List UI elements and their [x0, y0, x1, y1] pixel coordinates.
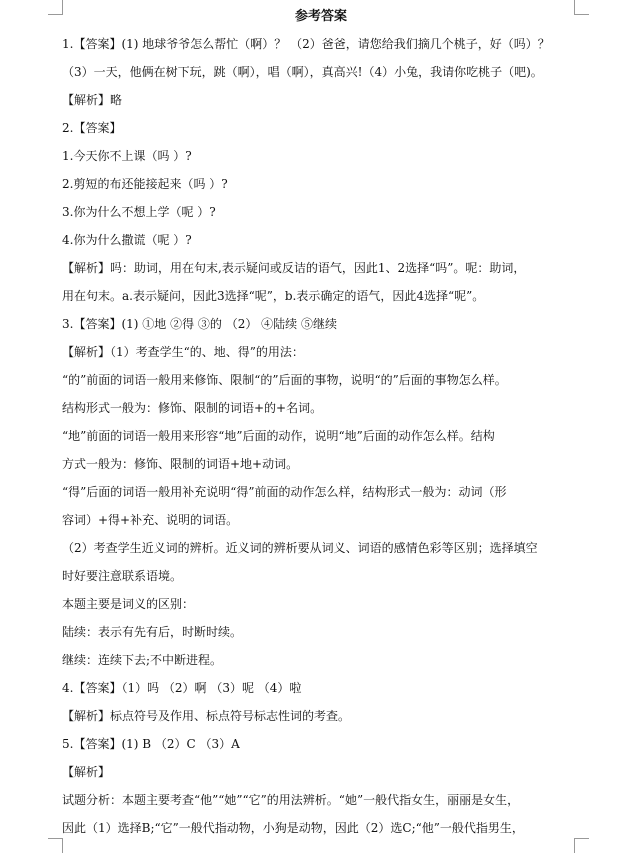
text-line: 1.今天你不上课（吗 ）? — [62, 149, 192, 163]
text-line: （3）一天，他俩在树下玩，跳（啊），唱（啊），真高兴!（4）小兔，我请你吃桃子（吧)。 — [62, 65, 543, 79]
text-line: 1.【答案】(1) 地球爷爷怎么帮忙（啊）？ （2）爸爸，请您给我们摘几个桃子，好（吗）？ — [62, 37, 550, 51]
text-line: 3.【答案】(1) ①地 ②得 ③的 （2） ④陆续 ⑤继续 — [62, 317, 337, 331]
text-line: 容词）+得+补充、说明的词语。 — [62, 513, 239, 527]
text-line: 本题主要是词义的区别： — [62, 597, 195, 611]
text-line: 方式一般为：修饰、限制的词语+地+动词。 — [62, 457, 299, 471]
text-line: 结构形式一般为：修饰、限制的词语+的+名词。 — [62, 401, 323, 415]
document-title: 参考答案 — [294, 9, 347, 24]
text-line: “地”前面的词语一般用来形容“地”后面的动作，说明“地”后面的动作怎么样。结构 — [62, 429, 495, 443]
text-line: 【解析】 — [62, 765, 111, 779]
text-line: 试题分析：本题主要考查“他”“她”“它”的用法辨析。“她”一般代指女生，丽丽是女生， — [62, 793, 520, 807]
text-line: 5.【答案】(1) B （2）C （3）A — [62, 737, 240, 751]
crop-mark-top-left — [48, 0, 63, 15]
text-line: 2.【答案】 — [62, 121, 122, 135]
text-line: 2.剪短的布还能接起来（吗 ）? — [62, 177, 228, 191]
text-line: 继续：连续下去;不中断进程。 — [62, 653, 223, 667]
document-page — [62, 6, 580, 842]
text-line: （2）考查学生近义词的辨析。近义词的辨析要从词义、词语的感情色彩等区别；选择填空 — [62, 541, 538, 555]
text-line: 【解析】吗：助词，用在句末,表示疑问或反诘的语气，因此1、2选择“吗”。呢：助词， — [62, 261, 526, 275]
text-line: 因此（1）选择B;“它”一般代指动物，小狗是动物，因此（2）选C;“他”一般代指男生， — [62, 821, 524, 835]
text-line: 3.你为什么不想上学（呢 ）? — [62, 205, 216, 219]
text-line: 【解析】（1）考查学生“的、地、得”的用法： — [62, 345, 304, 359]
text-line: “的”前面的词语一般用来修饰、限制“的”后面的事物，说明“的”后面的事物怎么样。 — [62, 373, 507, 387]
text-line: 【解析】标点符号及作用、标点符号标志性词的考查。 — [62, 709, 351, 723]
text-line: 4.你为什么撒谎（呢 ）? — [62, 233, 192, 247]
text-line: 陆续：表示有先有后，时断时续。 — [62, 625, 243, 639]
text-line: 用在句末。a.表示疑问，因此3选择“呢”，b.表示确定的语气，因此4选择“呢”。 — [62, 289, 485, 303]
text-line: 时好要注意联系语境。 — [62, 569, 183, 583]
crop-mark-bottom-left — [48, 838, 63, 853]
text-line: 4.【答案】（1）吗 （2）啊 （3）呢 （4）啦 — [62, 681, 302, 695]
text-line: 【解析】略 — [62, 93, 123, 107]
text-line: “得”后面的词语一般用补充说明“得”前面的动作怎么样，结构形式一般为：动词（形 — [62, 485, 507, 499]
